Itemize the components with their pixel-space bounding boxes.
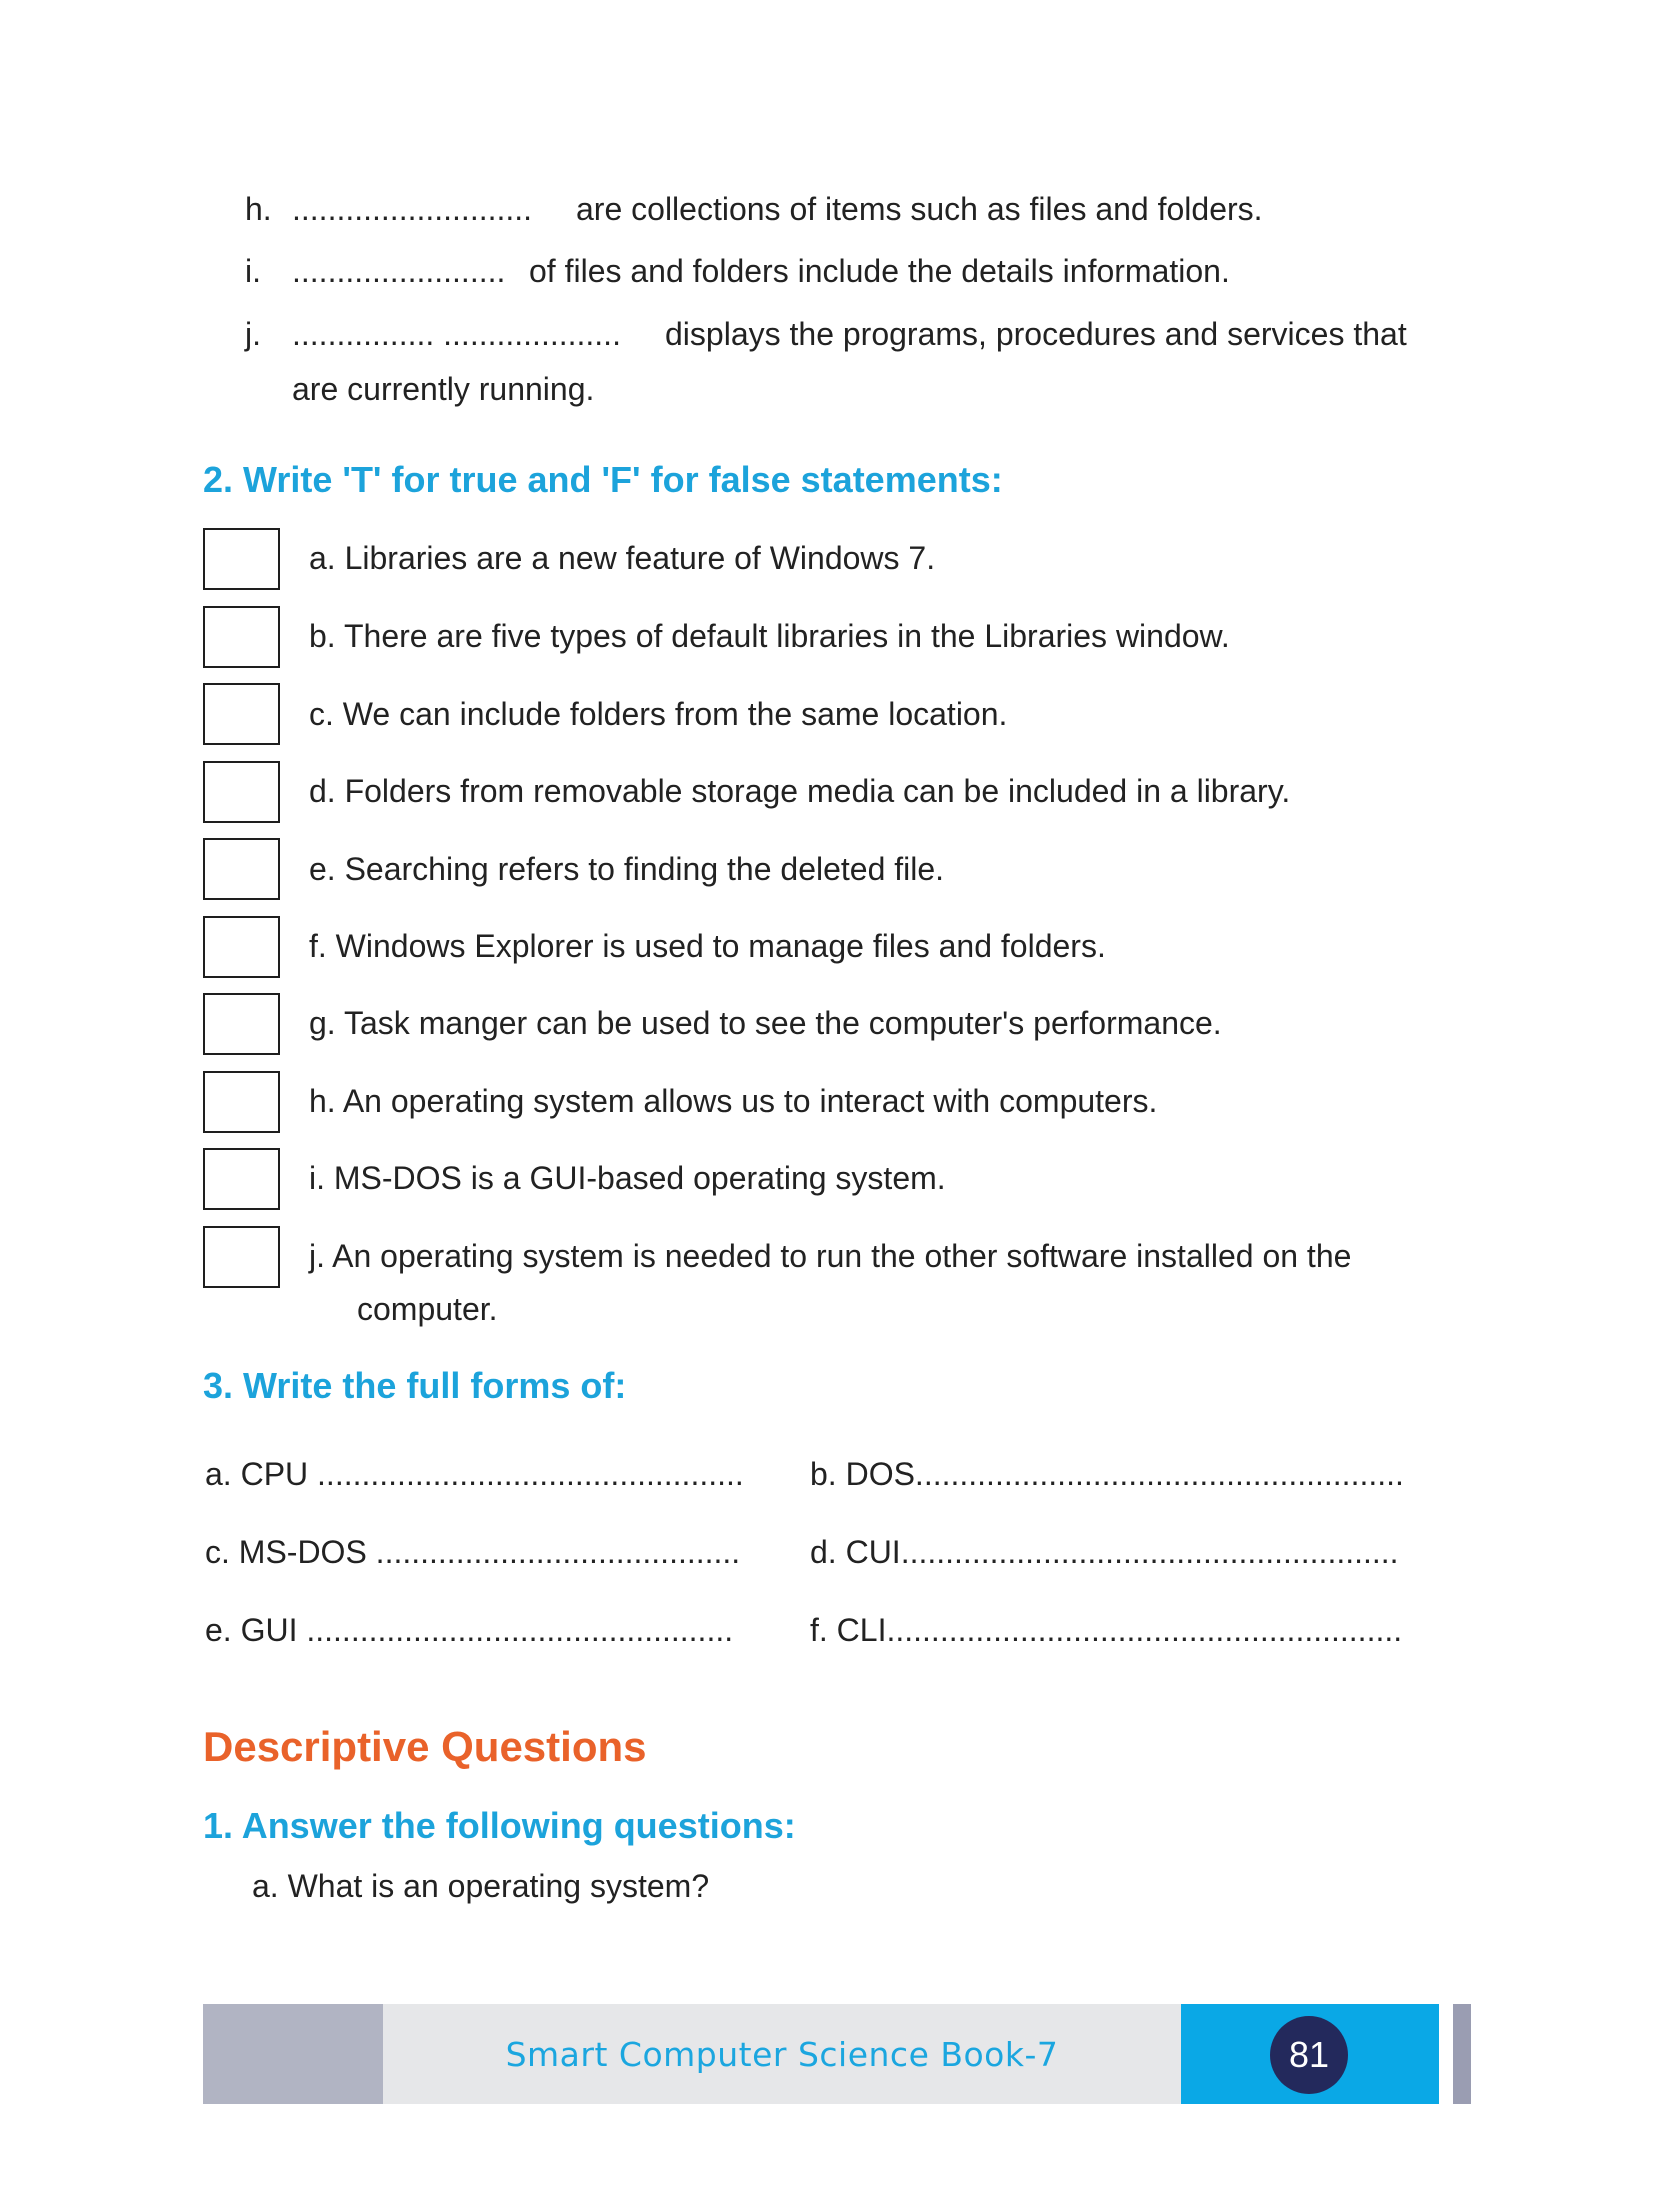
- descriptive-questions-heading: Descriptive Questions: [203, 1723, 647, 1770]
- footer-book-title: Smart Computer Science Book-7: [505, 2034, 1059, 2074]
- statement-e: e. Searching refers to finding the deleted file.: [309, 851, 945, 887]
- statement-i: i. MS-DOS is a GUI-based operating system.: [309, 1160, 946, 1196]
- statement-text: displays the programs, procedures and services that: [665, 316, 1407, 352]
- footer-grey-block: [203, 2004, 383, 2104]
- fill-blank-j: [0, 314, 1672, 354]
- question-a: a. What is an operating system?: [252, 1868, 710, 1904]
- full-form-cui: d. CUI........................................................: [810, 1534, 1399, 1570]
- full-form-cpu: a. CPU ................................................: [205, 1456, 744, 1492]
- answer-box[interactable]: [203, 838, 280, 900]
- statement-a: a. Libraries are a new feature of Windows 7.: [309, 540, 936, 576]
- fill-blank-h: [0, 189, 1672, 229]
- answer-box[interactable]: [203, 528, 280, 590]
- blank-line: ................ ....................: [292, 316, 621, 352]
- fill-blank-i: [0, 251, 1672, 291]
- answer-box[interactable]: [203, 1148, 280, 1210]
- answer-box[interactable]: [203, 993, 280, 1055]
- statement-c: c. We can include folders from the same location.: [309, 696, 1008, 732]
- item-label: h.: [245, 191, 272, 227]
- blank-line: ........................: [292, 253, 506, 289]
- section-heading-full-forms: 3. Write the full forms of:: [203, 1365, 627, 1406]
- statement-h: h. An operating system allows us to interact with computers.: [309, 1083, 1158, 1119]
- item-label: i.: [245, 253, 261, 289]
- section-heading-true-false: 2. Write 'T' for true and 'F' for false statements:: [203, 459, 1003, 500]
- statement-j-continuation: computer.: [357, 1291, 498, 1327]
- full-form-dos: b. DOS.......................................................: [810, 1456, 1404, 1492]
- statement-b: b. There are five types of default libraries in the Libraries window.: [309, 618, 1230, 654]
- answer-questions-heading: 1. Answer the following questions:: [203, 1805, 796, 1846]
- statement-g: g. Task manger can be used to see the computer's performance.: [309, 1005, 1222, 1041]
- answer-box[interactable]: [203, 683, 280, 745]
- statement-f: f. Windows Explorer is used to manage files and folders.: [309, 928, 1106, 964]
- answer-box[interactable]: [203, 916, 280, 978]
- answer-box[interactable]: [203, 606, 280, 668]
- item-label: j.: [245, 316, 261, 352]
- blank-line: ...........................: [292, 191, 533, 227]
- full-form-ms-dos: c. MS-DOS .........................................: [205, 1534, 741, 1570]
- statement-text: are collections of items such as files and folders.: [576, 191, 1263, 227]
- full-form-cli: f. CLI..........................................................: [810, 1612, 1403, 1648]
- answer-box[interactable]: [203, 1226, 280, 1288]
- answer-box[interactable]: [203, 1071, 280, 1133]
- statement-j: j. An operating system is needed to run the other software installed on the: [309, 1238, 1352, 1274]
- statement-d: d. Folders from removable storage media can be included in a library.: [309, 773, 1291, 809]
- footer-edge-bar: [1453, 2004, 1471, 2104]
- page-number: 81: [1270, 2016, 1348, 2094]
- fill-blank-j-continuation: are currently running.: [292, 371, 595, 407]
- full-form-gui: e. GUI ................................................: [205, 1612, 734, 1648]
- statement-text: of files and folders include the details information.: [529, 253, 1230, 289]
- answer-box[interactable]: [203, 761, 280, 823]
